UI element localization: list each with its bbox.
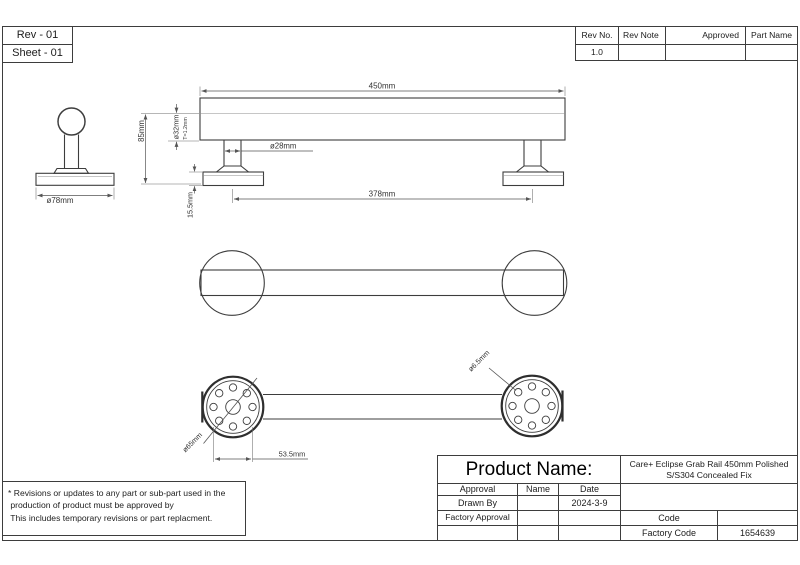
rev-box: Rev - 01: [2, 26, 73, 45]
end-flange-base: [36, 173, 114, 185]
revision-note-line-3: This includes temporary revisions or part replacment.: [8, 512, 213, 523]
dim-hole-diameter: ø6.5mm: [466, 348, 492, 374]
product-name-value: Care+ Eclipse Grab Rail 450mm Polished S/S304 Concealed Fix: [620, 455, 798, 484]
rev-table-value-revno: 1.0: [575, 44, 619, 61]
plan-left-flange-circle: [200, 251, 265, 316]
code-label: Code: [620, 510, 718, 526]
dim-flange-diameter: ø78mm: [46, 196, 74, 205]
end-rail-circle: [58, 108, 85, 135]
factory-approval-name-cell: [517, 510, 559, 526]
factory-code-label: Factory Code: [620, 525, 718, 541]
title-block-spare-cell: [620, 483, 798, 511]
name-header: Name: [517, 483, 559, 496]
dim-plate-diameter: ø65mm: [180, 430, 205, 455]
bottom-rail-lines: [263, 395, 502, 420]
code-value-cell: [717, 510, 798, 526]
revision-note-line-2: production of product must be approved by: [8, 500, 174, 511]
empty-date-cell: [558, 525, 621, 541]
dim-rail-diameter: ø32mm: [171, 114, 181, 140]
rev-table-header-partname: Part Name: [745, 26, 798, 45]
right-post-cap: [517, 166, 549, 172]
dim-post-diameter: ø28mm: [270, 141, 297, 151]
empty-approval-cell: [437, 525, 518, 541]
product-name-label: Product Name:: [437, 455, 621, 484]
end-post: [65, 135, 79, 169]
right-flange: [503, 172, 564, 186]
drawn-by-name-cell: [517, 495, 559, 511]
plan-right-flange-circle: [502, 251, 567, 316]
right-plate-center-hole: [525, 399, 540, 414]
end-flange-cap: [54, 169, 89, 174]
revision-note-line-1: * Revisions or updates to any part or sub-part used in the: [8, 488, 226, 498]
right-plate-screw-holes: [509, 383, 555, 429]
rail-outline: [200, 98, 565, 140]
rev-table-header-approved: Approved: [665, 26, 746, 45]
factory-code-value: 1654639: [717, 525, 798, 541]
dim-tube-thickness: T=1.2mm: [183, 117, 189, 140]
factory-approval-label: Factory Approval: [437, 510, 518, 526]
plan-rail-bar: [201, 270, 564, 296]
empty-name-cell: [517, 525, 559, 541]
left-flange: [203, 172, 264, 186]
right-plate-outer: [502, 376, 563, 437]
sheet-box: Sheet - 01: [2, 44, 73, 63]
dim-hole-pitch: 53.5mm: [278, 449, 306, 459]
view-front-elevation: [137, 82, 565, 218]
rev-table-header-revnote: Rev Note: [618, 26, 666, 45]
view-fixing-plates: [180, 348, 562, 462]
dim-flange-height: 15.5mm: [185, 192, 195, 218]
approval-header: Approval: [437, 483, 518, 496]
date-header: Date: [558, 483, 621, 496]
hole-diameter-leader: [489, 368, 516, 391]
revision-note: [2, 481, 246, 536]
dim-overall-height: 85mm: [137, 120, 146, 142]
right-plate-inner: [506, 380, 559, 433]
dim-fixing-centres: 378mm: [368, 189, 396, 199]
rev-table-header-revno: Rev No.: [575, 26, 619, 45]
drawn-by-label: Drawn By: [437, 495, 518, 511]
view-plan: [200, 251, 567, 316]
drawn-by-date: 2024-3-9: [558, 495, 621, 511]
factory-approval-date-cell: [558, 510, 621, 526]
left-post-cap: [217, 166, 249, 172]
view-end-elevation: [36, 108, 114, 205]
dim-rail-length: 450mm: [368, 81, 396, 91]
